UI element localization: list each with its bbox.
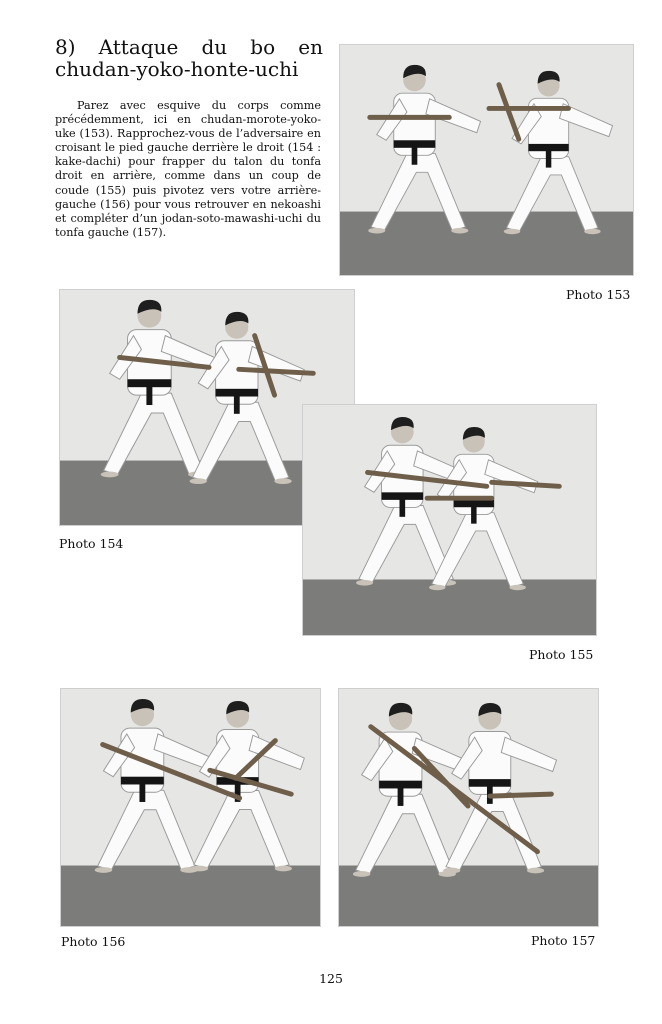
photo-154-caption: Photo 154 — [59, 536, 124, 551]
photo-155-caption: Photo 155 — [529, 647, 594, 662]
photo-155-image — [303, 405, 596, 635]
photo-153-caption: Photo 153 — [566, 287, 631, 302]
section-heading-line-2: chudan-yoko-honte-uchi — [55, 57, 299, 81]
photo-157-caption: Photo 157 — [531, 933, 596, 948]
photo-156 — [60, 688, 321, 927]
photo-156-image — [61, 689, 320, 926]
photo-157-image — [339, 689, 598, 926]
instruction-paragraph: Parez avec esquive du corps comme précédemment, ici en chudan-morote-yoko-uke (153). Rapprochez-vous de l’adversaire en croisant le pied gauche derrière le droit (154 : kake-dachi) pour frapper du talon du tonfa droit en arrière, comme dans un coup de coude (155) puis pivotez vers votre arrière-gauche (156) pour vous retrouver en nekoashi et compléter d’un jodan-soto-mawashi-uchi du tonfa gauche (157). — [55, 99, 321, 239]
page-number: 125 — [319, 971, 343, 986]
section-heading — [55, 36, 323, 80]
section-heading-line-1: 8) Attaque du bo en — [55, 35, 323, 59]
photo-153 — [339, 44, 634, 276]
photo-153-image — [340, 45, 633, 275]
photo-155 — [302, 404, 597, 636]
photo-157 — [338, 688, 599, 927]
photo-156-caption: Photo 156 — [61, 934, 126, 949]
